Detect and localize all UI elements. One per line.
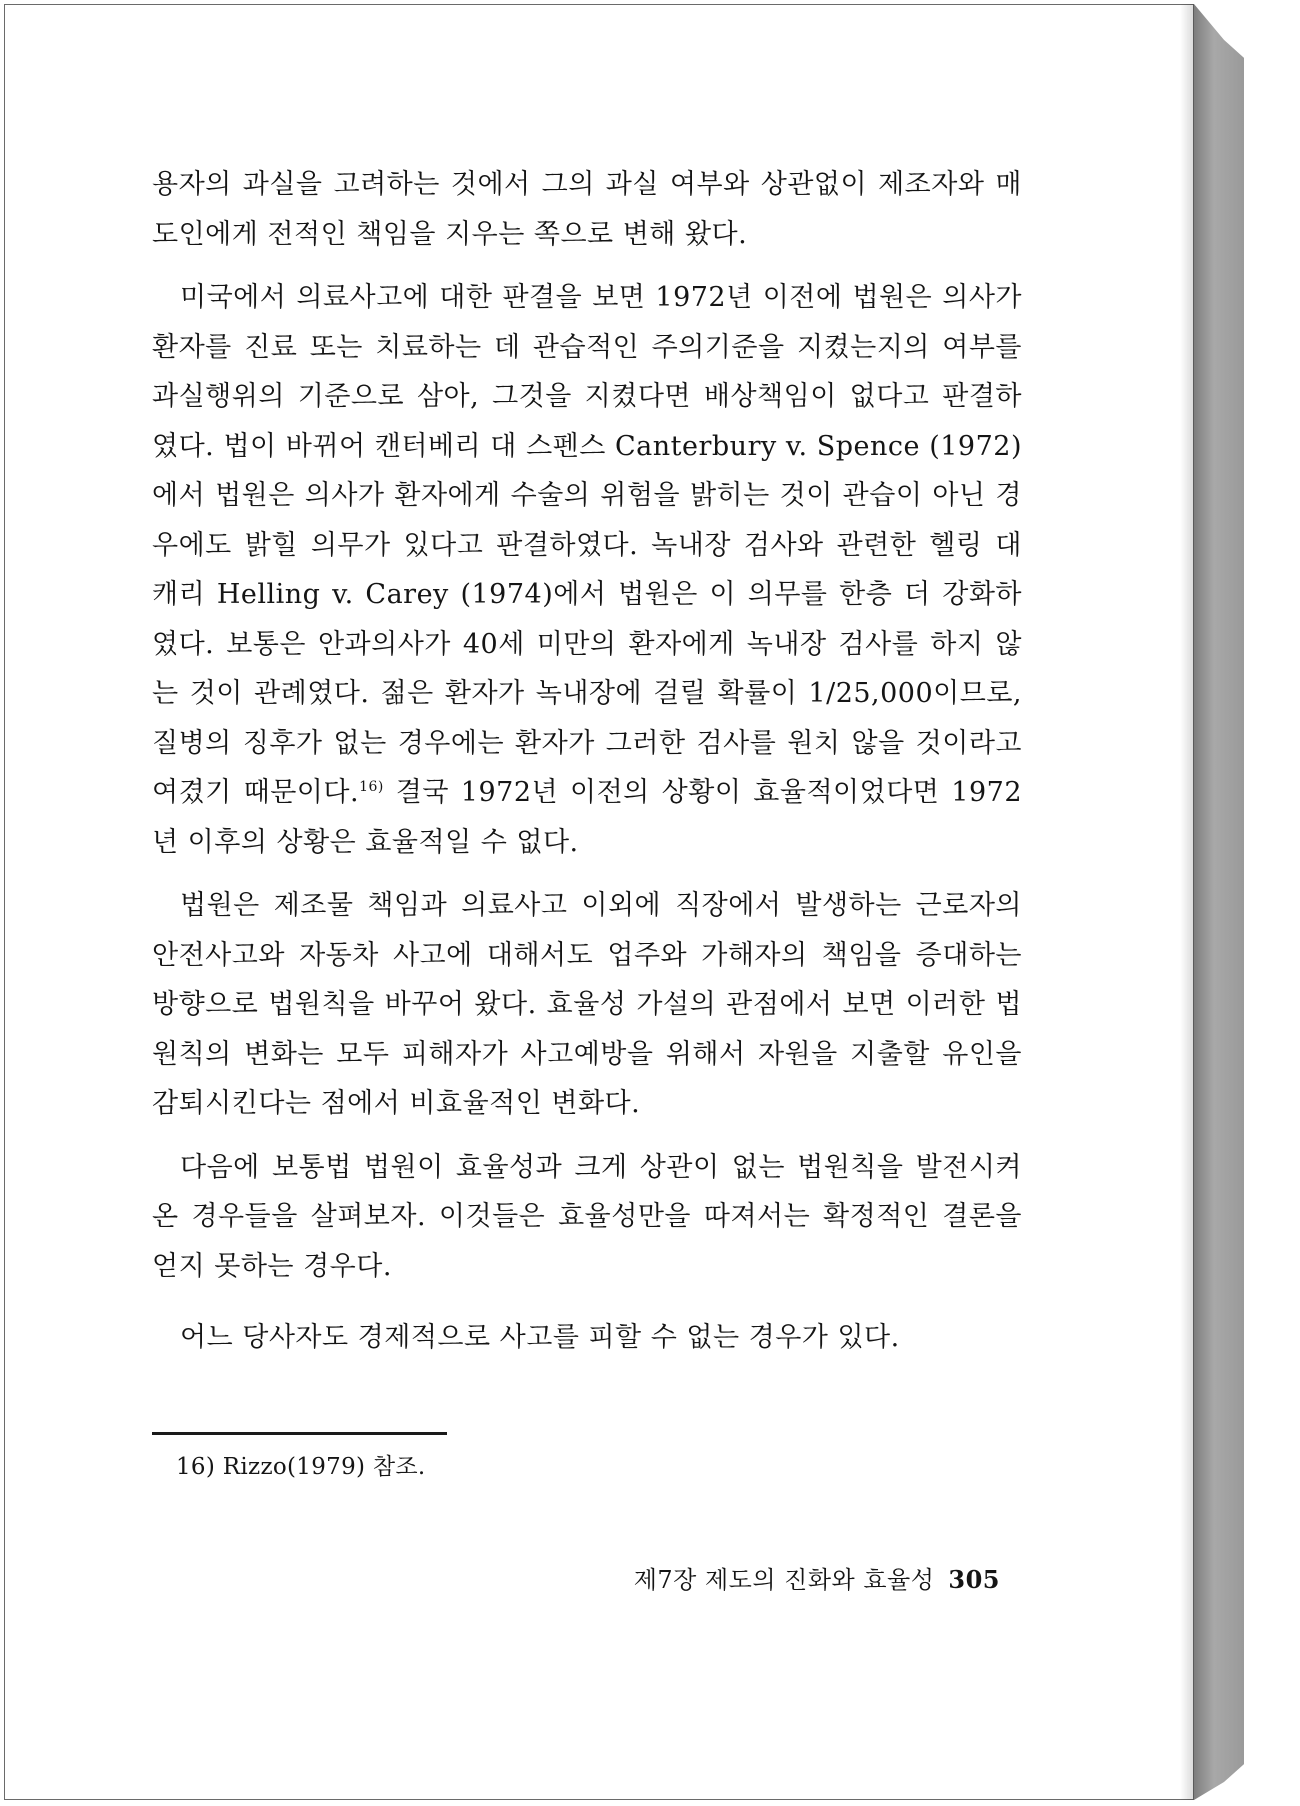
paragraph-3: 법원은 제조물 책임과 의료사고 이외에 직장에서 발생하는 근로자의 안전사고와 자동차 사고에 대해서도 업주와 가해자의 책임을 증대하는 방향으로 법원칙을 바꾸어 왔다. 효율성 가설의 관점에서 보면 이러한 법원칙의 변화는 모두 피해자가 사고예방을 위해서 자원을 지출할 유인을 감퇴시킨다는 점에서 비효율적인 변화다. [152, 890, 1022, 1119]
paragraph-2 [152, 273, 1022, 867]
page-shadow [1180, 4, 1194, 1800]
page-edge [1194, 4, 1244, 1800]
footnote-divider [152, 1432, 447, 1435]
paragraph-4: 다음에 보통법 법원이 효율성과 크게 상관이 없는 법원칙을 발전시켜 온 경우들을 살펴보자. 이것들은 효율성만을 따져서는 확정적인 결론을 얻지 못하는 경우다. [152, 1151, 1022, 1282]
paragraph-5: 어느 당사자도 경제적으로 사고를 피할 수 없는 경우가 있다. [180, 1322, 900, 1353]
paragraph-2-tail: 결국 1972년 이전의 상황이 효율적이었다면 1972년 이후의 상황은 효율적일 수 없다. [152, 777, 1022, 858]
paragraph-2-text: 미국에서 의료사고에 대한 판결을 보면 1972년 이전에 법원은 의사가 환자를 진료 또는 치료하는 데 관습적인 주의기준을 지켰는지의 여부를 과실행위의 기준으로 삼아, 그것을 지켰다면 배상책임이 없다고 판결하였다. 법이 바뀌어 캔터베리 대 스펜스 Canterbury v. Spence (1972)에서 법원은 의사가 환자에게 수술의 위험을 밝히는 것이 관습이 아닌 경우에도 밝힐 의무가 있다고 판결하였다. 녹내장 검사와 관련한 헬링 대 캐리 Helling v. Carey (1974)에서 법원은 이 의무를 한층 더 강화하였다. 보통은 안과의사가 40세 미만의 환자에게 녹내장 검사를 하지 않는 것이 관례였다. 젊은 환자가 녹내장에 걸릴 확률이 1/25,000이므로, 질병의 징후가 없는 경우에는 환자가 그러한 검사를 원치 않을 것이라고 여겼기 때문이다. [152, 282, 1022, 808]
footnote-reference[interactable]: 16) [359, 779, 384, 795]
running-footer [598, 1560, 1000, 1595]
body-text [152, 160, 1022, 1377]
paragraph-1: 용자의 과실을 고려하는 것에서 그의 과실 여부와 상관없이 제조자와 매도인에게 전적인 책임을 지우는 쪽으로 변해 왔다. [152, 169, 1022, 250]
footnote: 16) Rizzo(1979) 참조. [176, 1454, 426, 1480]
chapter-title: 제7장 제도의 진화와 효율성 [633, 1566, 935, 1594]
page-number: 305 [948, 1565, 1000, 1594]
